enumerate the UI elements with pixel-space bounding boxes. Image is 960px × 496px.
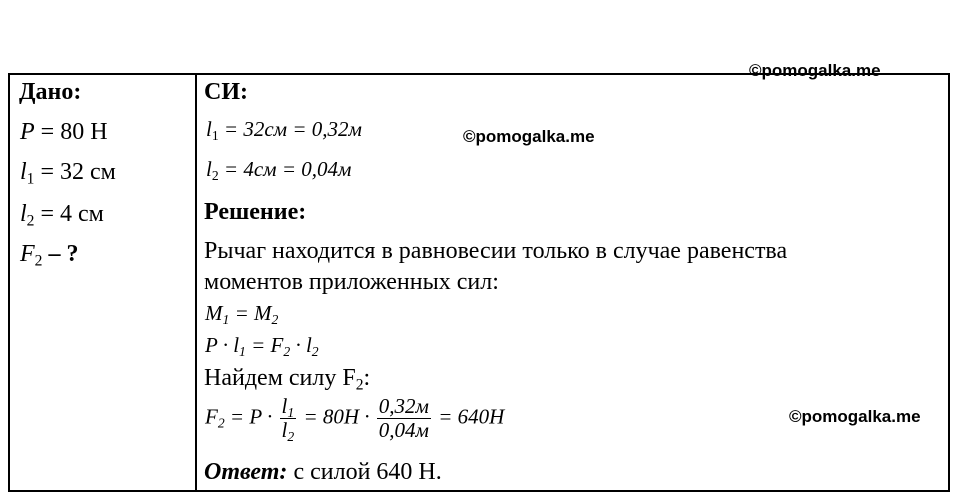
answer-label: Ответ: (204, 459, 288, 485)
si-line-1: $l_1 = 32см = 0,32м$ (206, 117, 362, 144)
solution-text-line-1: Рычаг находится в равновесии только в случае равенства (204, 238, 788, 264)
fraction-arms: $\frac{l_1}{l_2}$ (281, 394, 295, 445)
equation-products: $P \cdot l_1 = F_2 \cdot l_2$ (205, 333, 319, 360)
si-line-2: $l_2 = 4см = 0,04м$ (206, 157, 352, 184)
given-item-arm2: $l_2 = 4$ см (20, 201, 104, 230)
watermark-center: ©pomogalka.me (463, 127, 595, 146)
watermark-bottom-right: ©pomogalka.me (789, 407, 921, 426)
given-header: Дано: (19, 79, 82, 105)
given-item-arm1: $l_1 = 32$ см (20, 159, 116, 188)
si-header: СИ: (204, 79, 248, 105)
equation-moments: $M_1 = M_2$ (205, 301, 279, 328)
formula-result: $F_2 = P$ · $\frac{l_1}{l_2}$ = 80Н · $\frac{0,32м}{0,04м}$ = 640Н (205, 394, 505, 445)
watermark-top-right: ©pomogalka.me (749, 61, 881, 80)
fraction-values: $\frac{0,32м}{0,04м}$ (378, 394, 429, 443)
solution-text-line-2: моментов приложенных сил: (204, 269, 499, 295)
solution-header: Решение: (204, 199, 307, 225)
answer-line (204, 459, 442, 486)
given-item-unknown: $F_2$ – ? (20, 241, 79, 270)
given-item-weight: P = 80 Н (20, 119, 108, 145)
given-column (9, 74, 196, 491)
find-force-text: Найдем силу $F_2$: (204, 365, 371, 394)
answer-text: с силой 640 Н. (287, 459, 442, 485)
